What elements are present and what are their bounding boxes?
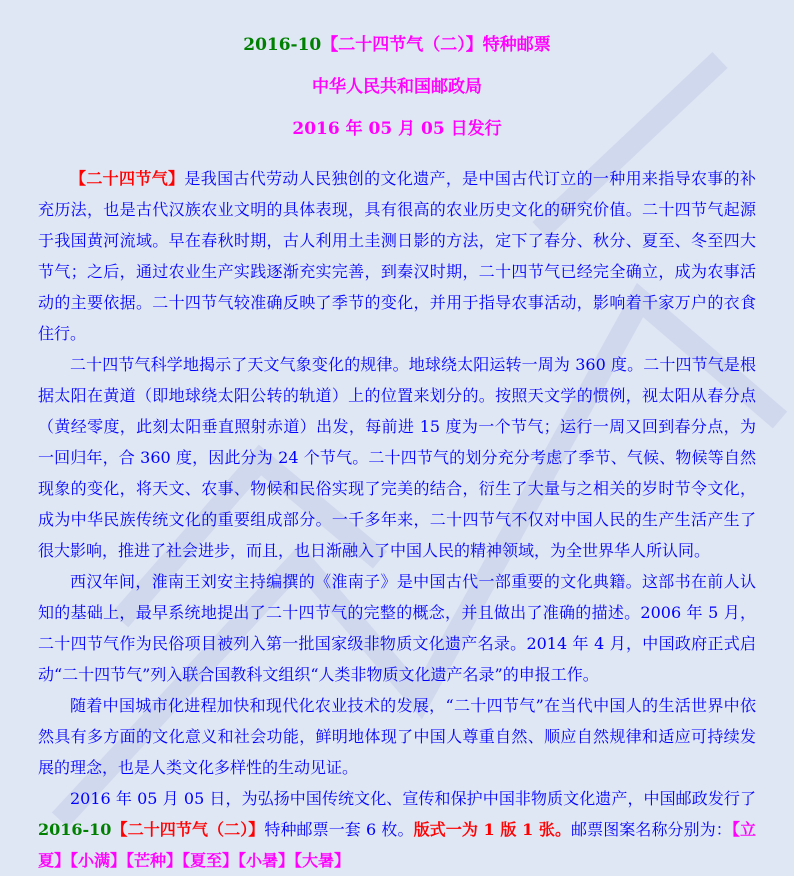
stamp-name: 【二十四节气（二）】特种邮票 <box>321 35 551 55</box>
paragraph-4: 随着中国城市化进程加快和现代化农业技术的发展，“二十四节气”在当代中国人的生活世界中依然具有多方面的文化意义和社会功能，鲜明地体现了中国人尊重自然、顺应自然规律和适应可持续发展的理念，也是人类文化多样性的生动见证。 <box>38 696 756 777</box>
stamp-code: 2016-10 <box>38 820 112 839</box>
paragraph-text: 邮票图案名称分别为： <box>571 820 732 839</box>
issue-date: 2016 年 05 月 05 日发行 <box>292 119 502 139</box>
paragraph-text: 2016 年 05 月 05 日，为弘扬中国传统文化、宣传和保护中国非物质文化遗产，中国邮政发行了 <box>70 789 756 808</box>
highlight-term: 【二十四节气】 <box>70 169 185 188</box>
paragraph-3: 西汉年间，淮南王刘安主持编撰的《淮南子》是中国古代一部重要的文化典籍。这部书在前人认知的基础上，最早系统地提出了二十四节气的完整的概念，并且做出了准确的描述。2006 年 5 月，二十四节气作为民俗项目被列入第一批国家级非物质文化遗产名录。2014 年 4 月，中国政府正式启动“二十四节气”列入联合国教科文组织“人类非物质文化遗产名录”的申报工作。 <box>38 572 756 684</box>
paragraph-text: 是我国古代劳动人民独创的文化遗产，是中国古代订立的一种用来指导农事的补充历法，也是古代汉族农业文明的具体表现，具有很高的农业历史文化的研究价值。二十四节气起源于我国黄河流域。早在春秋时期，古人利用土圭测日影的方法，定下了春分、秋分、夏至、冬至四大节气；之后，通过农业生产实践逐渐充实完善，到秦汉时期，二十四节气已经完全确立，成为农事活动的主要依据。二十四节气较准确反映了季节的变化，并用于指导农事活动，影响着千家万户的衣食住行。 <box>38 169 756 343</box>
stamp-title <box>38 24 756 66</box>
paragraph-5 <box>38 783 756 876</box>
stamp-code: 2016-10 <box>243 35 322 55</box>
paragraph-text: 特种邮票一套 6 枚。 <box>264 820 414 839</box>
stamp-name: 【二十四节气（二）】 <box>111 820 265 839</box>
paragraph-2: 二十四节气科学地揭示了天文气象变化的规律。地球绕太阳运转一周为 360 度。二十四节气是根据太阳在黄道（即地球绕太阳公转的轨道）上的位置来划分的。按照天文学的惯例，视太阳从春分点（黄经零度，此刻太阳垂直照射赤道）出发，每前进 15 度为一个节气；运行一周又回到春分点，为一回归年，合 360 度，因此分为 24 个节气。二十四节气的划分充分考虑了季节、气候、物候等自然现象的变化，将天文、农事、物候和民俗实现了完美的结合，衍生了大量与之相关的岁时节令文化，成为中华民族传统文化的重要组成部分。一千多年来，二十四节气不仅对中国人民的生产生活产生了很大影响，推进了社会进步，而且，也日渐融入了中国人民的精神领域，为全世界华人所认同。 <box>38 355 756 560</box>
issuer: 中华人民共和国邮政局 <box>312 77 482 97</box>
format-note: 版式一为 1 版 1 张。 <box>413 820 572 839</box>
stamp-names: 【立夏】【小满】【芒种】【夏至】【小暑】【大暑】 <box>38 820 756 870</box>
paragraph-1 <box>38 163 756 349</box>
